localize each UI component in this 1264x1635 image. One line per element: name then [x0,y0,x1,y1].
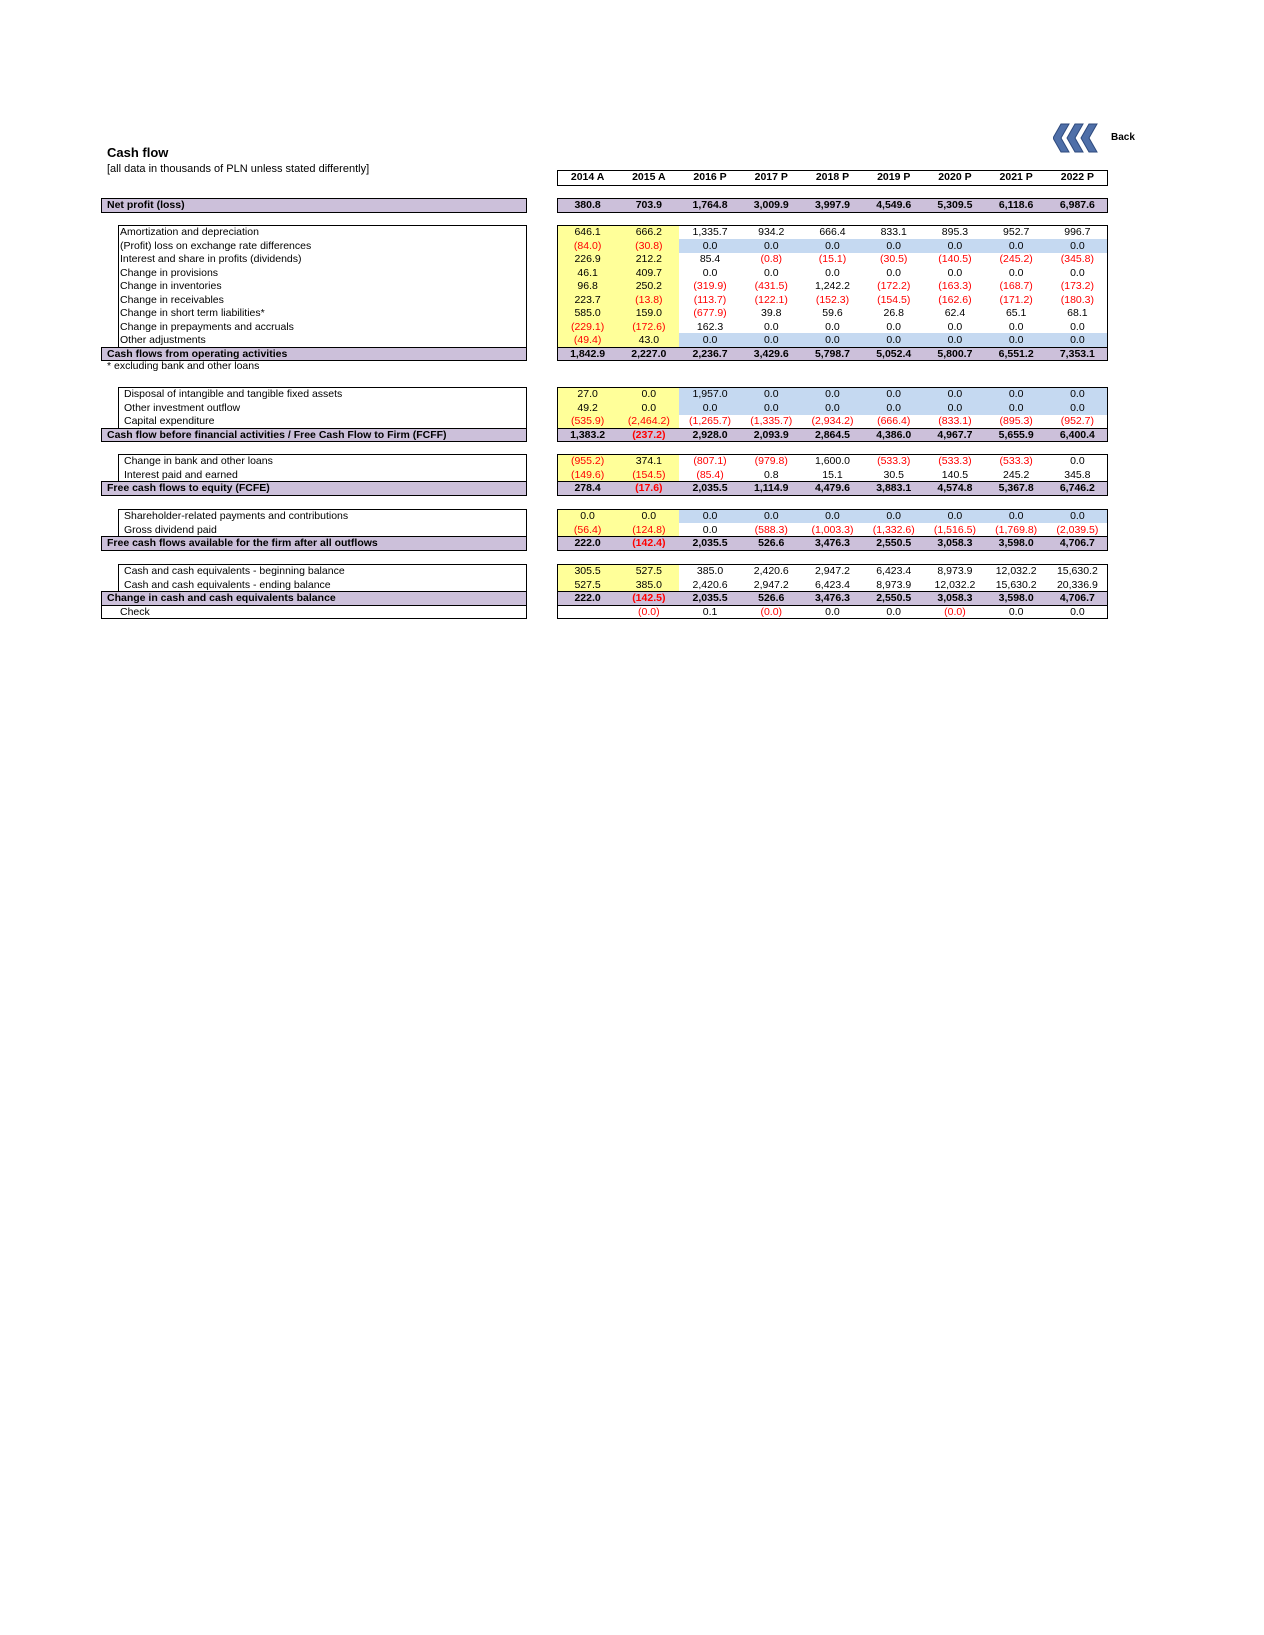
total-divider [557,481,1108,482]
row-value: 0.0 [863,239,924,253]
row-value: 30.5 [883,468,904,481]
row-label: Change in short term liabilities* [120,307,265,319]
row-value: 0.0 [741,401,802,415]
row-value: 833.1 [880,226,907,238]
row-value: (56.4) [557,523,618,537]
total-value: 1,764.8 [679,198,740,212]
row-value: (955.2) [557,454,618,468]
row-value: 212.2 [618,252,679,266]
row-value: 0.0 [763,320,779,333]
row-value: 934.2 [758,226,785,238]
check-value: (0.0) [760,605,783,618]
row-value: 250.2 [618,279,679,293]
row-value: 0.0 [863,401,924,415]
row-value: 140.5 [941,468,969,481]
row-value: 666.4 [819,226,846,238]
row-value: 85.4 [699,253,721,265]
row-value: 996.7 [1064,226,1091,238]
row-value: (172.2) [877,280,911,292]
column-header: 2015 A [632,171,666,183]
row-label: Interest paid and earned [124,468,238,481]
check-value: 0.0 [825,605,840,618]
row-value: (229.1) [557,320,618,334]
check-value: 0.0 [1008,605,1024,618]
row-value: (140.5) [938,253,972,265]
row-value: (979.8) [754,455,788,467]
row-label: Change in prepayments and accruals [120,320,294,333]
total-value: 3,058.3 [924,536,985,550]
row-value: (168.7) [999,280,1033,292]
row-value: 20,336.9 [1056,578,1098,591]
row-value: 8,973.9 [876,578,912,591]
total-value: 3,598.0 [986,536,1047,550]
total-value: 3,058.3 [924,591,985,605]
check-value: 0.1 [702,605,718,618]
row-value: (113.7) [693,293,727,306]
row-value: 65.1 [1005,307,1027,319]
total-value: 3,598.0 [986,591,1047,605]
row-value: (154.5) [877,293,911,306]
row-value: (49.4) [557,333,618,347]
total-divider [557,536,1108,537]
row-value: 0.0 [1070,320,1085,333]
row-value: (677.9) [693,307,727,319]
row-value: 0.0 [924,387,985,401]
row-value: 409.7 [618,266,679,280]
total-label-frame [101,536,527,551]
total-label: Cash flows from operating activities [101,347,527,361]
row-value: 2,420.6 [753,565,789,577]
row-value: 26.8 [883,307,904,319]
row-value: 0.0 [679,401,740,415]
section-value-frame [557,387,1108,442]
row-value: 0.0 [741,333,802,347]
row-value: (124.8) [618,523,679,537]
row-value: 223.7 [557,293,618,307]
row-value: 6,423.4 [876,565,912,577]
row-value: (154.5) [618,468,679,482]
row-value: 0.0 [557,509,618,523]
row-value: 0.0 [924,239,985,253]
row-value: 0.0 [924,401,985,415]
total-value: 7,353.1 [1047,347,1108,361]
total-divider [557,347,1108,348]
total-value: 526.6 [741,536,802,550]
row-value: 374.1 [618,454,679,468]
total-value: 2,093.9 [741,428,802,442]
section-value-frame [557,198,1108,213]
column-header: 2014 A [570,171,605,183]
row-value: 0.0 [618,387,679,401]
row-value: (1,265.7) [689,415,732,427]
row-value: 0.0 [802,239,863,253]
row-label: Other investment outflow [124,401,241,414]
row-value: 0.0 [1047,387,1108,401]
row-value: 0.0 [679,509,740,523]
row-label: (Profit) loss on exchange rate differences [120,239,312,252]
section-label-frame [118,509,527,537]
row-label: Capital expenditure [124,415,215,427]
row-value: (173.2) [1060,280,1095,292]
row-value: 12,032.2 [934,578,976,591]
row-value: 0.0 [886,266,902,279]
row-value: 62.4 [944,307,966,319]
row-value: (13.8) [618,293,679,307]
row-value: 895.3 [941,226,969,238]
row-value: 385.0 [696,565,724,577]
column-header: 2017 P [754,171,788,183]
row-value: 1,957.0 [679,387,740,401]
row-value: (180.3) [1060,293,1095,306]
total-label-frame [101,428,527,443]
row-value: 1,335.7 [692,226,728,238]
total-label-frame [101,481,527,496]
row-label: Disposal of intangible and tangible fixed assets [124,388,343,400]
total-value: (17.6) [618,481,679,495]
row-value: 39.8 [761,307,782,319]
row-value: 952.7 [1003,226,1030,238]
page-subtitle: [all data in thousands of PLN unless stated differently] [107,163,370,175]
row-value: 2,947.2 [753,578,789,591]
row-value: 0.0 [986,239,1047,253]
check-value: 0.0 [1070,605,1085,618]
column-header: 2018 P [815,171,850,183]
row-value: 59.6 [822,307,843,319]
total-value: 2,864.5 [802,428,863,442]
row-label: Change in provisions [120,266,219,279]
total-value: 5,367.8 [986,481,1047,495]
row-value: (345.8) [1060,253,1095,265]
row-value: 0.0 [986,509,1047,523]
row-value: 305.5 [557,564,618,578]
row-value: 527.5 [618,564,679,578]
row-value: 0.0 [1070,266,1085,279]
section-value-frame [557,509,1108,551]
row-value: 666.2 [618,225,679,239]
total-value: 3,883.1 [863,481,924,495]
total-value: 6,400.4 [1047,428,1108,442]
row-value: (162.6) [938,293,972,306]
row-label: Shareholder-related payments and contributions [124,510,349,522]
row-value: (2,934.2) [811,415,854,427]
row-value: 226.9 [557,252,618,266]
row-value: 0.8 [763,468,779,481]
row-value: (833.1) [938,415,972,427]
row-value: (171.2) [999,293,1033,306]
row-value: 27.0 [557,387,618,401]
total-label: Free cash flows available for the firm after all outflows [101,536,527,550]
total-value: 2,550.5 [863,536,924,550]
column-header: 2022 P [1060,171,1095,183]
row-value: (588.3) [754,523,788,536]
row-value: (431.5) [754,280,788,292]
row-value: (122.1) [754,293,788,306]
back-arrow-icon [1053,121,1111,155]
row-value: 8,973.9 [937,565,973,577]
total-value: 4,967.7 [924,428,985,442]
row-value: (533.3) [999,455,1033,467]
total-value: 222.0 [557,536,618,550]
section-value-frame [557,454,1108,496]
row-value: 2,420.6 [692,578,728,591]
footnote: * excluding bank and other loans [107,360,260,372]
total-value: 2,227.0 [618,347,679,361]
total-value: 2,035.5 [679,536,740,550]
total-value: 4,479.6 [802,481,863,495]
total-label-frame [101,198,527,213]
row-label: Change in inventories [120,280,222,292]
total-value: 2,035.5 [679,481,740,495]
total-value: 6,551.2 [986,347,1047,361]
total-value: (237.2) [618,428,679,442]
row-value: 0.0 [618,509,679,523]
total-value: 278.4 [557,481,618,495]
total-label: Net profit (loss) [101,198,527,212]
total-value: 1,842.9 [557,347,618,361]
row-value: 0.0 [863,333,924,347]
total-value: 5,655.9 [986,428,1047,442]
column-header: 2020 P [938,171,972,183]
check-value: 0.0 [886,605,902,618]
row-label: Change in bank and other loans [124,455,273,467]
row-value: 0.0 [702,266,718,279]
total-value: 6,987.6 [1047,198,1108,212]
row-value: 0.0 [679,239,740,253]
row-label: Other adjustments [120,334,206,346]
row-value: 0.0 [947,266,963,279]
row-value: 0.0 [802,509,863,523]
row-value: (0.8) [760,253,783,265]
total-value: 380.8 [557,198,618,212]
row-label: Change in receivables [120,293,224,306]
row-value: 585.0 [557,306,618,320]
total-value: 4,386.0 [863,428,924,442]
total-value: 5,052.4 [863,347,924,361]
row-value: 0.0 [947,320,963,333]
row-label: Gross dividend paid [124,523,217,536]
row-value: 0.0 [802,387,863,401]
row-value: (152.3) [815,293,850,306]
total-value: 526.6 [741,591,802,605]
total-value: (142.4) [618,536,679,550]
total-value: 1,114.9 [741,481,802,495]
row-value: (245.2) [999,253,1033,265]
row-value: 2,947.2 [814,565,850,577]
row-value: 0.0 [1008,320,1024,333]
row-label: Cash and cash equivalents - beginning balance [124,565,345,577]
row-value: 0.0 [741,387,802,401]
column-header: 2019 P [877,171,911,183]
row-value: 385.0 [618,578,679,592]
back-label: Back [1111,132,1135,143]
row-value: (85.4) [696,468,724,481]
total-label: Cash flow before financial activities / Free Cash Flow to Firm (FCFF) [101,428,527,442]
row-value: 0.0 [1047,401,1108,415]
row-value: 0.0 [741,509,802,523]
row-value: (895.3) [999,415,1033,427]
section-value-frame [557,225,1108,361]
row-value: 0.0 [924,333,985,347]
total-value: 2,928.0 [679,428,740,442]
total-value: 6,118.6 [986,198,1047,212]
row-value: 6,423.4 [814,578,850,591]
row-value: 0.0 [618,401,679,415]
row-value: 0.0 [741,239,802,253]
row-value: 0.0 [924,509,985,523]
row-value: 0.0 [825,320,840,333]
row-value: (666.4) [877,415,911,427]
total-label: Change in cash and cash equivalents balance [101,591,527,605]
row-value: 0.0 [1047,239,1108,253]
row-value: 0.0 [702,523,718,536]
row-label: Cash and cash equivalents - ending balance [124,578,331,591]
row-value: (172.6) [618,320,679,334]
row-value: 43.0 [618,333,679,347]
row-value: 0.0 [986,401,1047,415]
row-value: 159.0 [618,306,679,320]
total-value: 2,236.7 [679,347,740,361]
total-value: 3,997.9 [802,198,863,212]
row-value: (319.9) [693,280,727,292]
section-label-frame [118,564,527,592]
row-value: 0.0 [986,387,1047,401]
total-value: 5,798.7 [802,347,863,361]
row-value: 68.1 [1067,307,1088,319]
row-value: (533.3) [938,455,972,467]
row-value: 15,630.2 [995,578,1037,591]
row-value: 15,630.2 [1056,565,1098,577]
row-value: 0.0 [1047,333,1108,347]
check-value: (0.0) [944,605,966,618]
total-value: 2,550.5 [863,591,924,605]
row-value: (15.1) [818,253,847,265]
row-value: (533.3) [877,455,911,467]
row-value: 0.0 [886,320,902,333]
row-value: (535.9) [557,414,618,428]
column-header: 2021 P [999,171,1033,183]
row-value: 0.0 [863,509,924,523]
total-value: 4,549.6 [863,198,924,212]
section-label-frame [118,454,527,482]
row-value: (149.6) [557,468,618,482]
row-value: 0.0 [986,333,1047,347]
row-value: 1,242.2 [814,280,850,292]
row-value: (1,516.5) [933,523,976,536]
row-value: 0.0 [825,266,840,279]
row-value: 1,600.0 [814,455,850,467]
row-value: (163.3) [938,280,972,292]
row-value: (30.8) [618,239,679,253]
check-divider [101,605,527,606]
total-value: 3,009.9 [741,198,802,212]
check-value: (0.0) [638,605,660,618]
row-value: (2,464.2) [618,414,679,428]
row-label: Amortization and depreciation [120,226,259,238]
total-value: 4,574.8 [924,481,985,495]
row-value: 96.8 [557,279,618,293]
row-value: 162.3 [696,320,724,333]
row-value: 0.0 [863,387,924,401]
section-label-frame [118,387,527,429]
row-value: 0.0 [1047,509,1108,523]
row-value: 0.0 [679,333,740,347]
row-value: (807.1) [693,455,727,467]
total-value: 3,476.3 [802,591,863,605]
total-value: 222.0 [557,591,618,605]
column-header: 2016 P [693,171,727,183]
total-value: 3,429.6 [741,347,802,361]
check-label: Check [120,605,150,618]
row-value: 0.0 [802,333,863,347]
total-value: 4,706.7 [1047,536,1108,550]
total-value: (142.5) [618,591,679,605]
total-value: 5,309.5 [924,198,985,212]
row-value: (30.5) [880,253,908,265]
page-title: Cash flow [107,145,169,160]
total-value: 4,706.7 [1047,591,1108,605]
row-value: (84.0) [557,239,618,253]
check-divider [557,605,1108,606]
row-value: 49.2 [557,401,618,415]
row-value: (2,039.5) [1056,523,1099,536]
total-divider [557,198,1108,199]
row-value: (1,003.3) [811,523,854,536]
total-value: 1,383.2 [557,428,618,442]
row-value: 15.1 [822,468,843,481]
section-label-frame [118,225,527,348]
row-value: 527.5 [557,578,618,592]
row-value: 0.0 [1008,266,1024,279]
total-divider [557,591,1108,592]
total-value: 703.9 [618,198,679,212]
row-value: (1,332.6) [872,523,915,536]
row-value: 0.0 [1070,455,1085,467]
total-value: 3,476.3 [802,536,863,550]
row-value: (1,769.8) [995,523,1038,536]
row-value: 0.0 [802,401,863,415]
row-value: 46.1 [557,266,618,280]
row-label: Interest and share in profits (dividends) [120,253,302,265]
row-value: 0.0 [763,266,779,279]
total-value: 6,746.2 [1047,481,1108,495]
row-value: 12,032.2 [995,565,1037,577]
row-value: (1,335.7) [750,415,793,427]
total-value: 2,035.5 [679,591,740,605]
total-label: Free cash flows to equity (FCFE) [101,481,527,495]
total-value: 5,800.7 [924,347,985,361]
row-value: 646.1 [557,225,618,239]
row-value: 345.8 [1064,468,1091,481]
row-value: 245.2 [1003,468,1030,481]
total-divider [557,428,1108,429]
row-value: (952.7) [1060,415,1095,427]
total-label-frame [101,347,527,362]
back-button[interactable] [1053,121,1143,155]
